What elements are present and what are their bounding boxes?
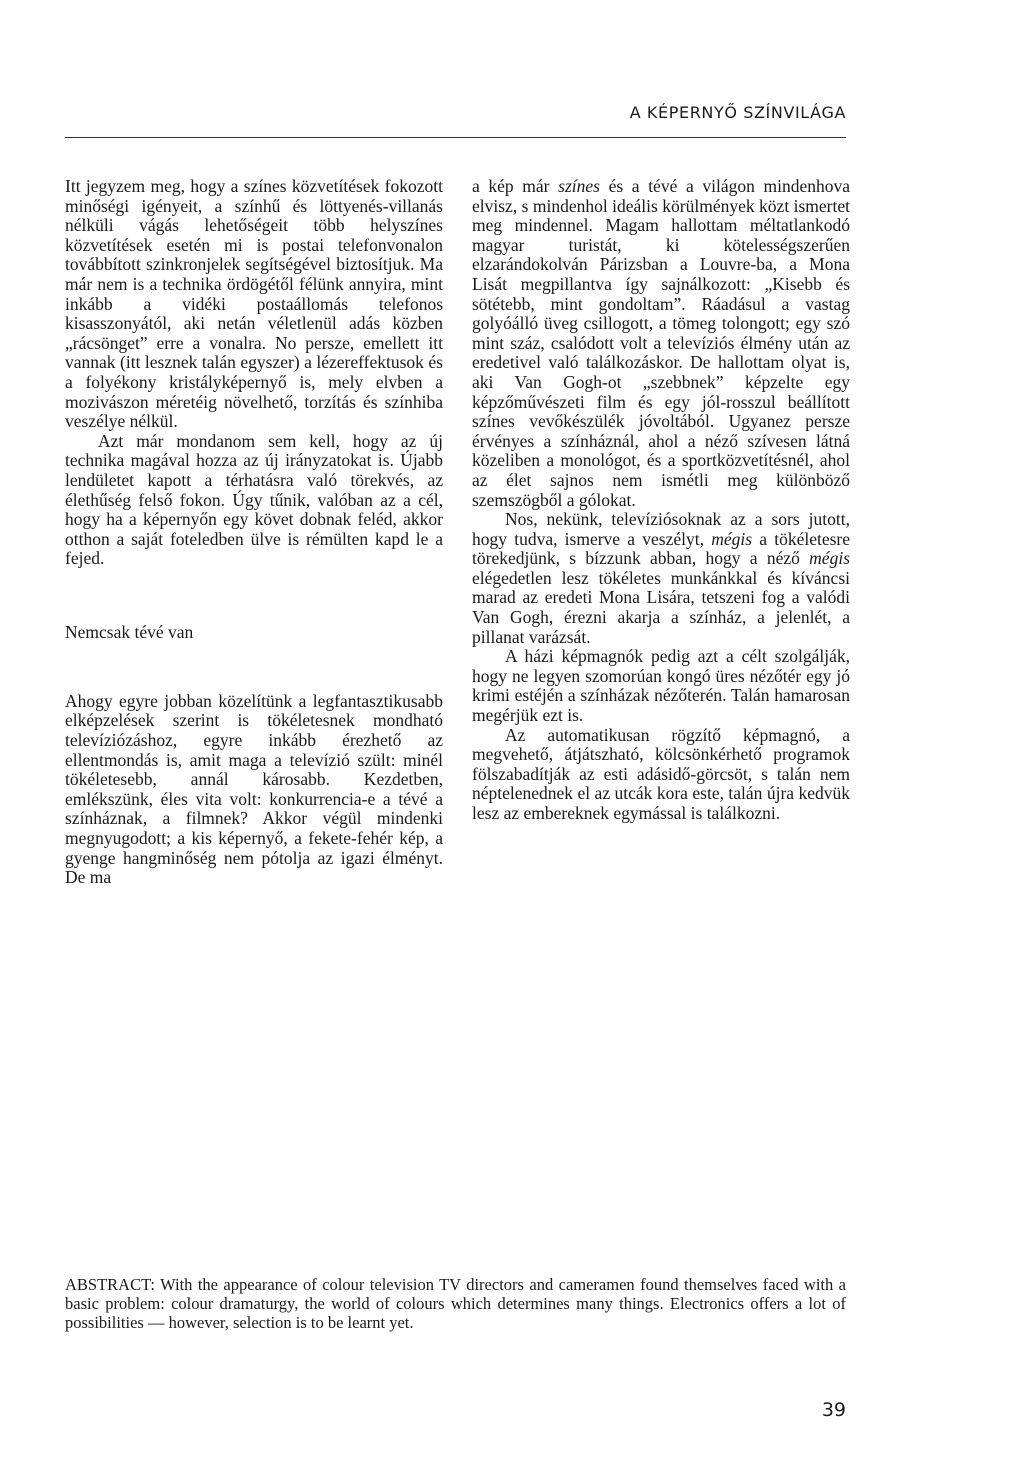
text-run: a kép már <box>472 176 559 196</box>
paragraph: Ahogy egyre jobban közelítünk a legfantasztikusabb elképzelések szerint is tökéletesnek mondható televíziózáshoz, egyre inkább érezhető az ellentmondás is, amit maga a televízió szült: minél tökéletesebb, annál károsabb. Kezdetben, emlékszünk, éles vita volt: konkurrencia-e a tévé a színháznak, a filmnek? Akkor végül mindenki megnyugodott; a kis képernyő, a fekete-fehér kép, a gyenge hangminőség nem pótolja az igazi élményt. De ma <box>65 690 443 888</box>
text-run: a tökéletesre törekedjünk, s bízzunk abban, hogy a néző <box>472 528 850 569</box>
emphasis: színes <box>558 176 600 196</box>
right-column <box>472 177 850 824</box>
paragraph: A házi képmagnók pedig azt a célt szolgálják, hogy ne legyen szomorúan kongó üres nézőtér egy jó krimi estéjén a színházak nézőterén. Talán hamarosan megérjük ezt is. <box>472 646 850 726</box>
text-run: és a tévé a világon mindenhova elvisz, s mindenhol ideális körülmények közt ismertet meg mindennel. Magam hallottam méltatlankodó magyar turistát, ki kötelességszerűen elzarándokolván Párizsban a Louvre-ba, a Mona Lisát megpillantva így sajnálkozott: „Kisebb és sötétebb, mint gondoltam”. Ráadásul a vastag golyóálló üveg csillogott, a tömeg tolongott; egy szó mint száz, csalódott volt a televíziós élmény után az eredetivel való találkozáskor. De hallottam olyat is, aki Van Gogh-ot „szebbnek” képzelte egy képzőművészeti film és egy jól-rosszul beállított színes vevőkészülék jóvoltából. Ugyanez persze érvényes a színháznál, ahol a néző szívesen látná közeliben a monológot, és a sportközvetítésnél, ahol az élet sajnos nem ismétli meg különböző szemszögből a gólokat. <box>472 176 850 510</box>
left-column <box>65 177 443 888</box>
paragraph: Itt jegyzem meg, hogy a színes közvetítések fokozott minőségi igényeit, a színhű és löttyenés-villanás nélküli vágás lehetőségeit több helyszínes közvetítések esetén mi is postai telefonvonalon továbbított szinkronjelek segítségével biztosítjuk. Ma már nem is a technika ördögétől félünk annyira, mint inkább a vidéki postaállomás telefonos kisasszonyától, aki netán véletlenül adás közben „rácsönget” erre a vonalra. No persze, emellett itt vannak (itt lesznek talán egyszer) a lézereffektusok és a folyékony kristályképernyő is, mely elvben a mozivászon méretéig növelhető, torzítás és színhiba veszélye nélkül. <box>65 176 443 432</box>
paragraph: Az automatikusan rögzítő képmagnó, a megvehető, átjátszható, kölcsönkérhető programok fölszabadítják az esti adásidő-görcsöt, s talán nem néptelenednek el az utcák kora este, talán újra kedvük lesz az embereknek egymással is találkozni. <box>472 724 850 823</box>
header-rule <box>65 137 846 138</box>
emphasis: mégis <box>711 528 753 549</box>
paragraph: Azt már mondanom sem kell, hogy az új technika magával hozza az új irányzatokat is. Újabb lendületet kapott a térhatásra való törekvés, az élethűség felső fokon. Úgy tűnik, valóban az a cél, hogy ha a képernyőn egy követ dobnak feléd, akkor otthon a saját foteledben ülve is rémülten kapd le a fejed. <box>65 430 443 569</box>
emphasis: mégis <box>809 548 850 569</box>
running-head: A KÉPERNYŐ SZÍNVILÁGA <box>629 103 846 122</box>
page-number: 39 <box>821 1399 846 1421</box>
section-heading: Nemcsak tévé van <box>65 621 194 642</box>
text-run: Nos, nekünk, televíziósoknak az a sors jutott, hogy tudva, ismerve a veszélyt, <box>472 509 850 549</box>
paragraph <box>472 510 850 647</box>
text-run: elégedetlen lesz tökéletes munkánkkal és kíváncsi marad az eredeti Mona Lisára, tetszeni fog a valódi Van Gogh, érezni akarja a színház, a jelenlét, a pillanat varázsát. <box>472 567 850 647</box>
abstract: ABSTRACT: With the appearance of colour television TV directors and cameramen found themselves faced with a basic problem: colour dramaturgy, the world of colours which determines many things. Electronics offers a lot of possibilities — however, selection is to be learnt yet. <box>65 1275 846 1332</box>
paragraph <box>472 177 850 510</box>
